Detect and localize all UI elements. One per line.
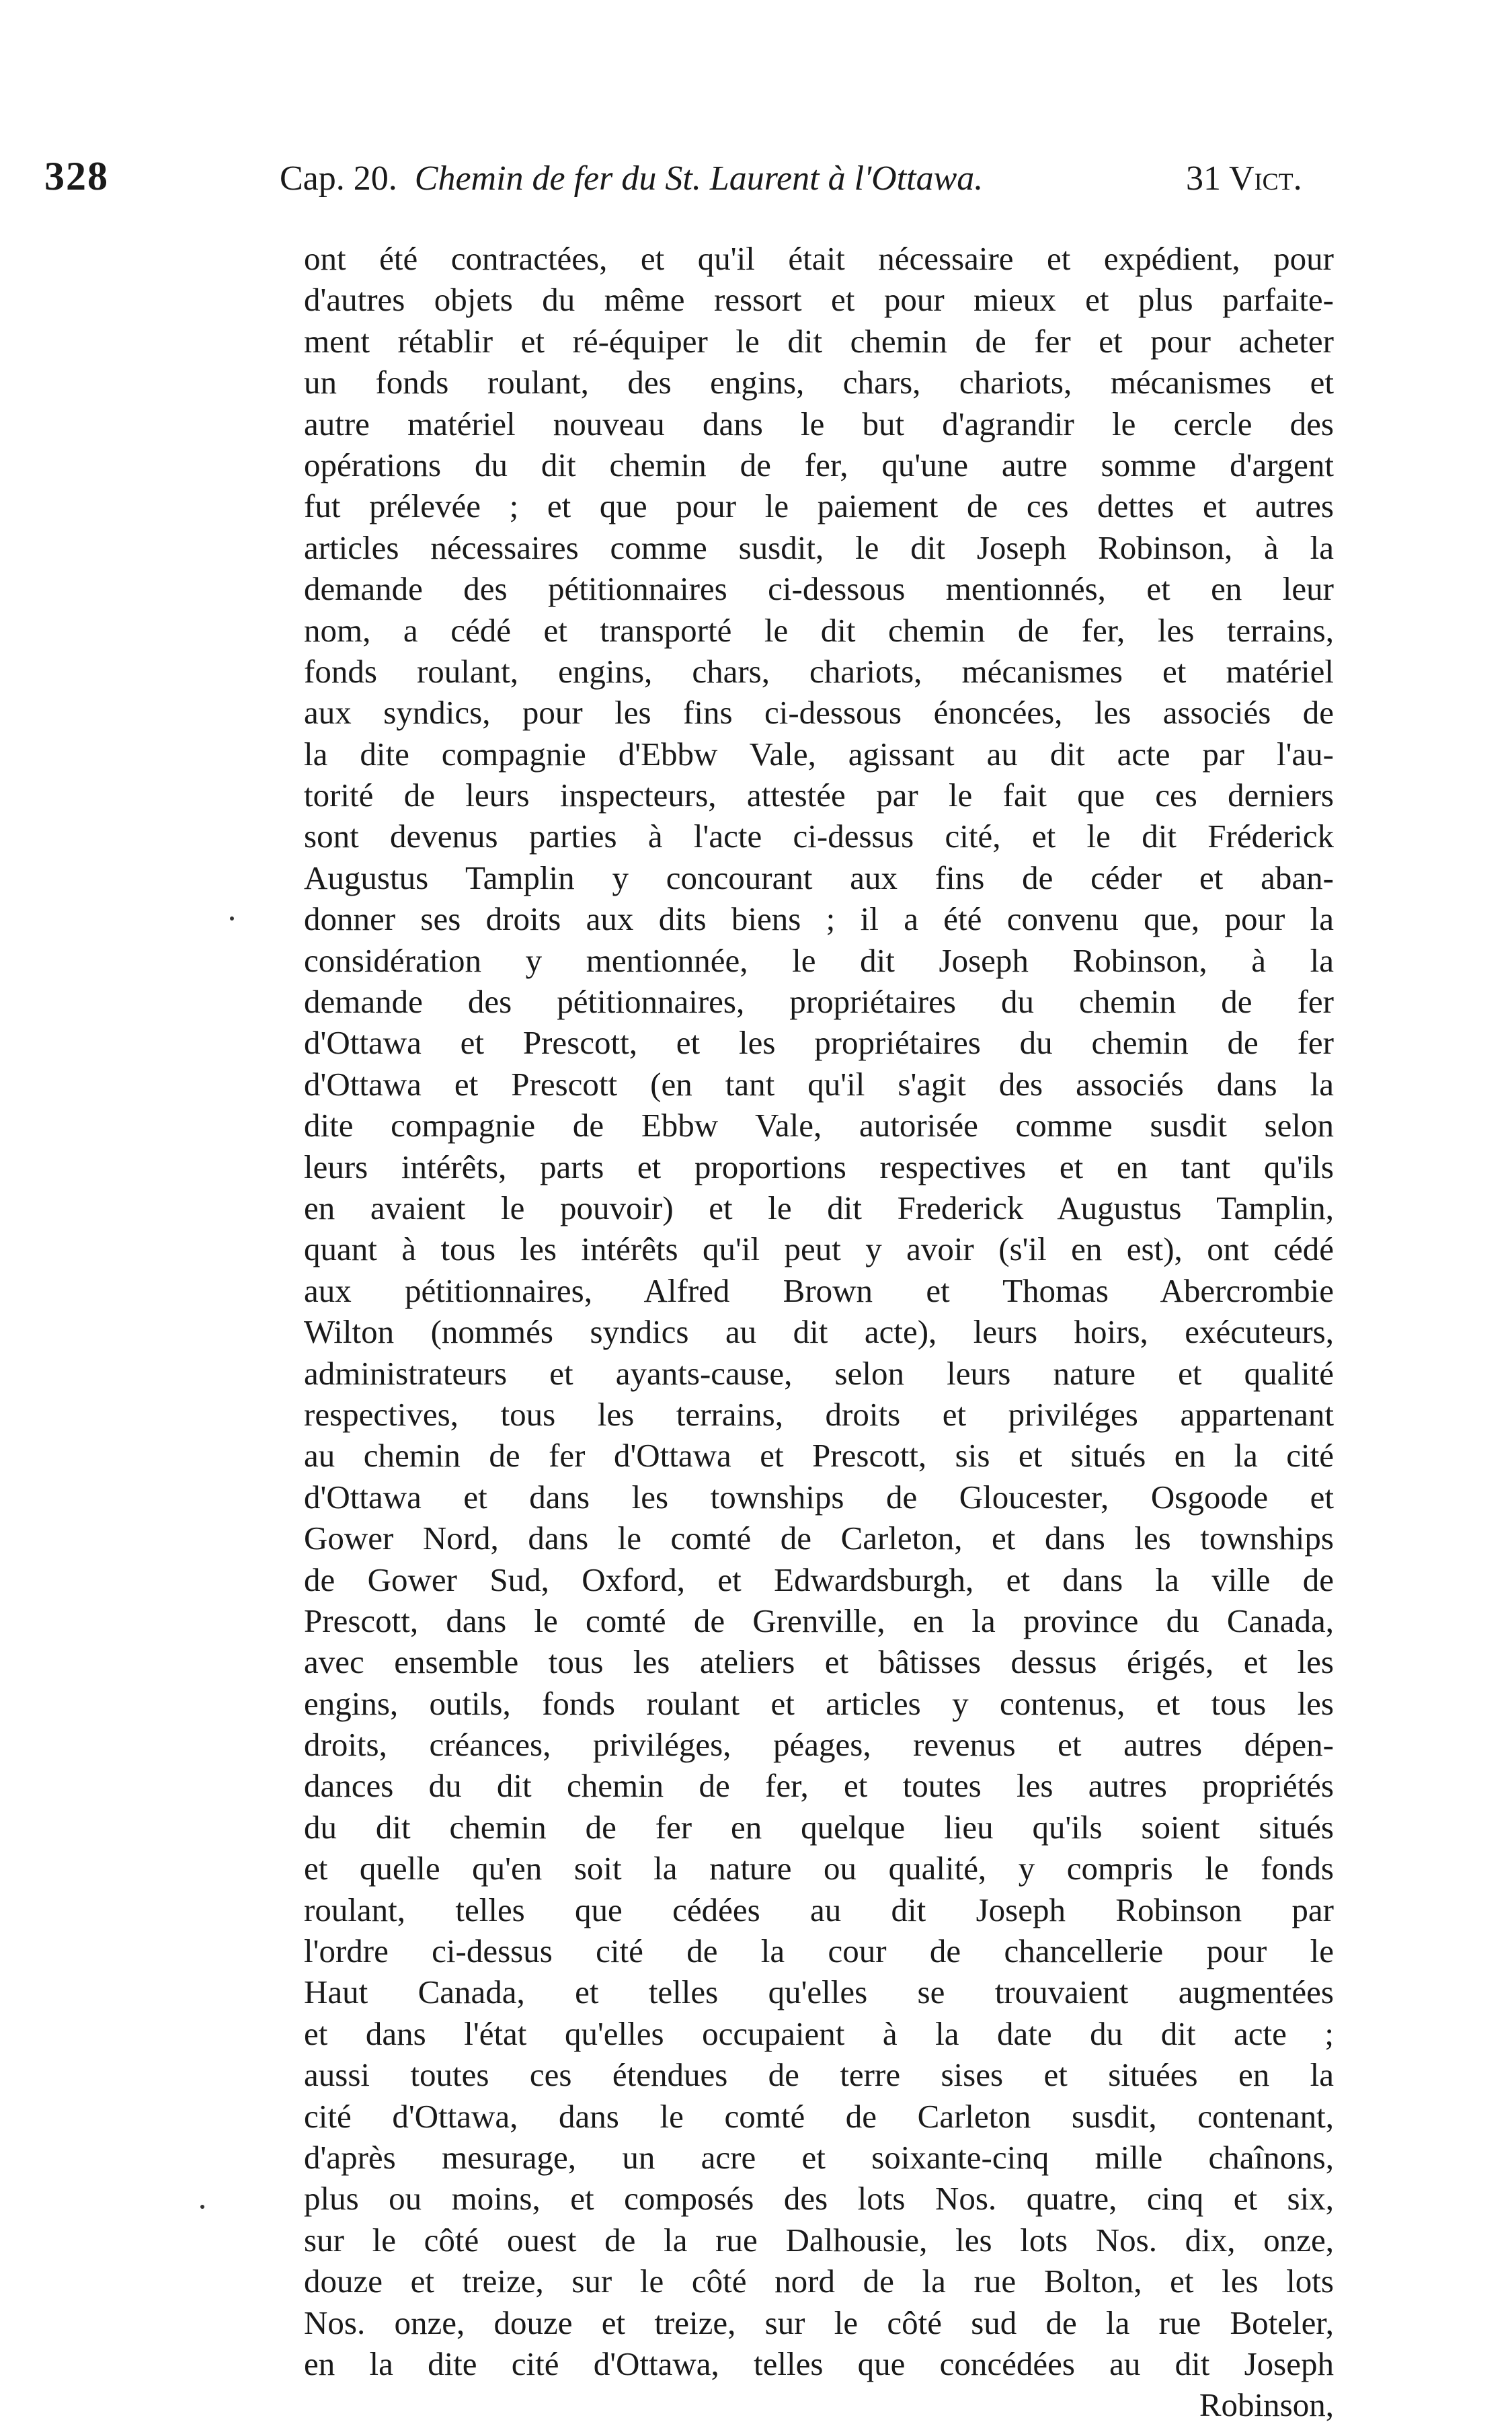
text-line: aux syndics, pour les fins ci-dessous énoncées, les associés de — [304, 694, 1334, 732]
text-line: et quelle qu'en soit la nature ou qualité, y compris le fonds — [304, 1850, 1334, 1887]
text-line: ont été contractées, et qu'il était nécessaire et expédient, pour — [304, 240, 1334, 277]
text-line: cité d'Ottawa, dans le comté de Carleton susdit, contenant, — [304, 2097, 1334, 2135]
text-line: dances du dit chemin de fer, et toutes les autres propriétés — [304, 1767, 1334, 1805]
text-line: la dite compagnie d'Ebbw Vale, agissant au dit acte par l'au- — [304, 735, 1334, 773]
text-line: un fonds roulant, des engins, chars, chariots, mécanismes et — [304, 364, 1334, 401]
text-line: sur le côté ouest de la rue Dalhousie, les lots Nos. dix, onze, — [304, 2221, 1334, 2259]
text-line: opérations du dit chemin de fer, qu'une autre somme d'argent — [304, 446, 1334, 483]
running-head — [280, 159, 1302, 198]
text-line: aux pétitionnaires, Alfred Brown et Thomas Abercrombie — [304, 1271, 1334, 1309]
text-line: au chemin de fer d'Ottawa et Prescott, sis et situés en la cité — [304, 1437, 1334, 1475]
text-line: Haut Canada, et telles qu'elles se trouvaient augmentées — [304, 1973, 1334, 2011]
text-line: quant à tous les intérêts qu'il peut y avoir (s'il en est), ont cédé — [304, 1230, 1334, 1268]
text-line: nom, a cédé et transporté le dit chemin de fer, les terrains, — [304, 611, 1334, 649]
page-number: 328 — [44, 154, 109, 198]
text-line: Wilton (nommés syndics au dit acte), leurs hoirs, exécuteurs, — [304, 1313, 1334, 1351]
running-title: Chemin de fer du St. Laurent à l'Ottawa. — [414, 159, 984, 198]
text-line: fut prélevée ; et que pour le paiement de ces dettes et autres — [304, 487, 1334, 525]
text-line: torité de leurs inspecteurs, attestée par le fait que ces derniers — [304, 777, 1334, 814]
text-line: Gower Nord, dans le comté de Carleton, et dans les townships — [304, 1520, 1334, 1557]
text-line: d'après mesurage, un acre et soixante-cinq mille chaînons, — [304, 2138, 1334, 2176]
text-line: droits, créances, priviléges, péages, revenus et autres dépen- — [304, 1726, 1334, 1764]
print-speck — [230, 916, 234, 921]
text-line: fonds roulant, engins, chars, chariots, mécanismes et matériel — [304, 652, 1334, 690]
text-line: roulant, telles que cédées au dit Joseph Robinson par — [304, 1891, 1334, 1928]
text-line: et dans l'état qu'elles occupaient à la date du dit acte ; — [304, 2014, 1334, 2052]
text-line: respectives, tous les terrains, droits et priviléges appartenant — [304, 1395, 1334, 1433]
chapter-label: Cap. 20. — [280, 159, 397, 198]
body-text — [304, 238, 1334, 2426]
print-speck — [200, 2205, 204, 2209]
text-line: donner ses droits aux dits biens ; il a été convenu que, pour la — [304, 900, 1334, 938]
text-line: considération y mentionnée, le dit Joseph Robinson, à la — [304, 941, 1334, 979]
text-line: d'Ottawa et Prescott (en tant qu'il s'agit des associés dans la — [304, 1065, 1334, 1103]
text-line: Prescott, dans le comté de Grenville, en la province du Canada, — [304, 1602, 1334, 1639]
text-line: demande des pétitionnaires, propriétaires du chemin de fer — [304, 983, 1334, 1021]
text-line: Augustus Tamplin y concourant aux fins de céder et aban- — [304, 859, 1334, 896]
text-line: d'autres objets du même ressort et pour mieux et plus parfaite- — [304, 281, 1334, 319]
text-line: d'Ottawa et Prescott, et les propriétaires du chemin de fer — [304, 1024, 1334, 1062]
text-line: aussi toutes ces étendues de terre sises et situées en la — [304, 2056, 1334, 2094]
text-line: dite compagnie de Ebbw Vale, autorisée comme susdit selon — [304, 1107, 1334, 1144]
text-line: plus ou moins, et composés des lots Nos. quatre, cinq et six, — [304, 2180, 1334, 2218]
text-line: d'Ottawa et dans les townships de Gloucester, Osgoode et — [304, 1478, 1334, 1516]
text-line: administrateurs et ayants-cause, selon leurs nature et qualité — [304, 1354, 1334, 1392]
text-line: ment rétablir et ré-équiper le dit chemin de fer et pour acheter — [304, 322, 1334, 360]
text-line: engins, outils, fonds roulant et articles y contenus, et tous les — [304, 1684, 1334, 1722]
catchword: Robinson, — [1199, 2386, 1334, 2424]
text-line: du dit chemin de fer en quelque lieu qu'ils soient situés — [304, 1808, 1334, 1846]
text-line: de Gower Sud, Oxford, et Edwardsburgh, et dans la ville de — [304, 1561, 1334, 1598]
text-line: Nos. onze, douze et treize, sur le côté sud de la rue Boteler, — [304, 2304, 1334, 2341]
page-header — [0, 153, 1512, 207]
text-line: autre matériel nouveau dans le but d'agrandir le cercle des — [304, 405, 1334, 442]
text-line: en la dite cité d'Ottawa, telles que concédées au dit Joseph — [304, 2345, 1334, 2382]
text-line: avec ensemble tous les ateliers et bâtisses dessus érigés, et les — [304, 1643, 1334, 1681]
text-line: l'ordre ci-dessus cité de la cour de chancellerie pour le — [304, 1932, 1334, 1970]
text-line: douze et treize, sur le côté nord de la rue Bolton, et les lots — [304, 2263, 1334, 2300]
text-line: demande des pétitionnaires ci-dessous mentionnés, et en leur — [304, 570, 1334, 608]
regnal-year: 31 Vict. — [1186, 159, 1302, 198]
text-line: articles nécessaires comme susdit, le dit Joseph Robinson, à la — [304, 529, 1334, 566]
text-line: en avaient le pouvoir) et le dit Frederick Augustus Tamplin, — [304, 1189, 1334, 1226]
text-line: leurs intérêts, parts et proportions respectives et en tant qu'ils — [304, 1148, 1334, 1185]
text-line: sont devenus parties à l'acte ci-dessus cité, et le dit Fréderick — [304, 818, 1334, 855]
